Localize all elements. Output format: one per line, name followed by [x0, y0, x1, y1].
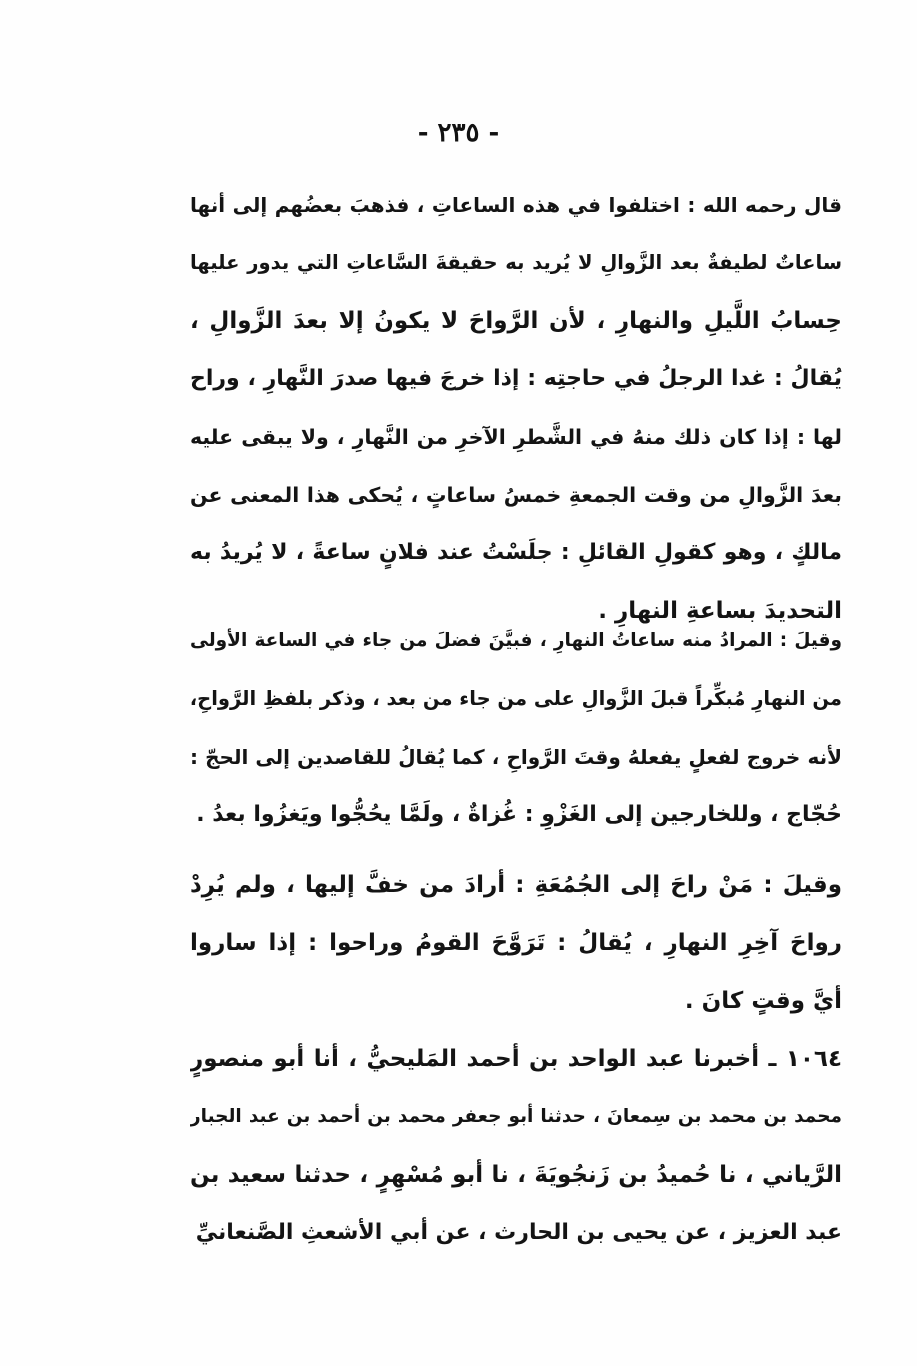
- text-line: رواحَ آخِرِ النهارِ ، يُقالُ : تَرَوَّحَ القومُ وراحوا : إذا ساروا: [190, 930, 842, 956]
- text-line: ساعاتٌ لطيفةٌ بعد الزَّوالِ لا يُريد به حقيقةَ السَّاعاتِ التي يدور عليها: [190, 251, 842, 274]
- text-line: لها : إذا كان ذلك منهُ في الشَّطرِ الآخرِ من النَّهارِ ، ولا يبقى عليه: [190, 425, 842, 449]
- text-line: أيَّ وقتٍ كانَ .: [684, 988, 842, 1014]
- text-line: لأنه خروج لفعلٍ يفعلهُ وقتَ الرَّواحِ ، كما يُقالُ للقاصدين إلى الحجّ :: [190, 745, 842, 769]
- text-line: محمد بن محمد بن سِمعانَ ، حدثنا أبو جعفر محمد بن أحمد بن عبد الجبار: [190, 1106, 842, 1127]
- text-line: قال رحمه الله : اختلفوا في هذه الساعاتِ ، فذهبَ بعضُهم إلى أنها: [190, 193, 842, 217]
- text-line: وقيلَ : مَنْ راحَ إلى الجُمُعَةِ : أرادَ من خفَّ إليها ، ولم يُرِدْ: [190, 872, 842, 898]
- text-line: ١٠٦٤ ـ أخبرنا عبد الواحد بن أحمد المَليحيُّ ، أنا أبو منصورٍ: [190, 1046, 842, 1072]
- text-line: بعدَ الزَّوالِ من وقت الجمعةِ خمسُ ساعاتٍ ، يُحكى هذا المعنى عن: [190, 483, 842, 507]
- text-line: التحديدَ بساعةِ النهارِ .: [598, 598, 842, 624]
- text-line: من النهارِ مُبكِّراً قبلَ الزَّوالِ على من جاء من بعد ، وذكر بلفظِ الرَّواحِ،: [190, 687, 842, 710]
- text-line: وقيلَ : المرادُ منه ساعاتُ النهارِ ، فبيَّنَ فضلَ من جاء في الساعة الأولى: [190, 630, 842, 651]
- paragraph-2: [190, 612, 842, 844]
- paragraph-1: [190, 176, 842, 640]
- text-line: حُجّاج ، وللخارجين إلى الغَزْوِ : غُزاةٌ ، ولَمَّا يحُجُّوا ويَغزُوا بعدُ .: [196, 802, 842, 827]
- paragraph-4-hadith-chain: [190, 1030, 842, 1262]
- text-line: مالكٍ ، وهو كقولِ القائلِ : جلَسْتُ عند فلانٍ ساعةً ، لا يُريدُ به: [190, 540, 842, 565]
- text-line: عبد العزيز ، عن يحيى بن الحارث ، عن أبي الأشعثِ الصَّنعانيِّ: [195, 1220, 842, 1245]
- text-line: حِسابُ اللَّيلِ والنهارِ ، لأن الرَّواحَ لا يكونُ إلا بعدَ الزَّوالِ ،: [190, 308, 842, 334]
- text-line: الرَّياني ، نا حُميدُ بن زَنجُويَةَ ، نا أبو مُسْهِرٍ ، حدثنا سعيد بن: [190, 1162, 842, 1188]
- paragraph-3: [190, 856, 842, 1030]
- text-line: يُقالُ : غدا الرجلُ في حاجتِه : إذا خرجَ فيها صدرَ النَّهارِ ، وراح: [190, 366, 842, 391]
- page-number: - ٢٣٥ -: [417, 118, 500, 148]
